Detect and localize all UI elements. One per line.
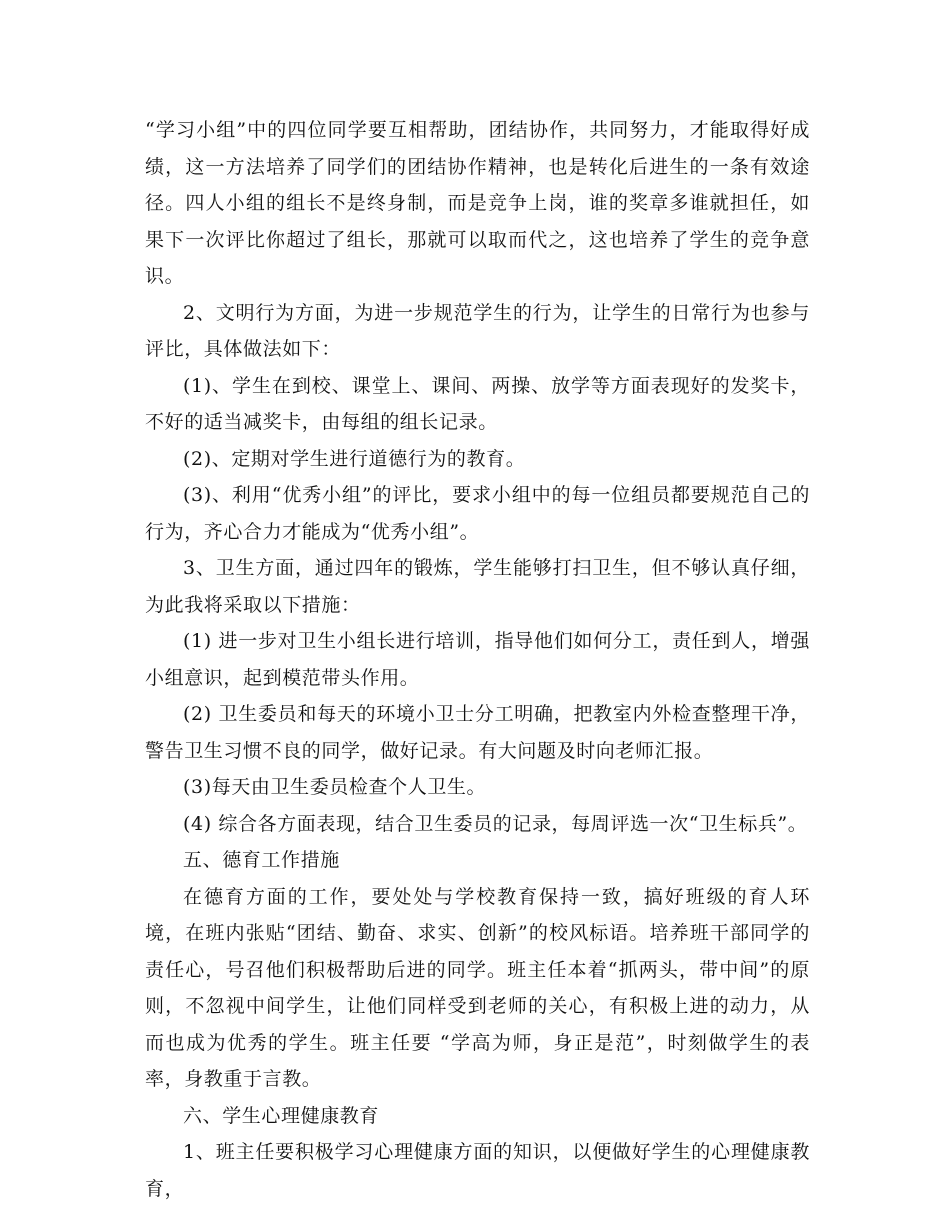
- paragraph-mental-health-1: 1、班主任要积极学习心理健康方面的知识，以便做好学生的心理健康教育，: [145, 1141, 810, 1200]
- document-body: [145, 112, 810, 1207]
- list-item-hygiene-4: (4) 综合各方面表现，结合卫生委员的记录，每周评选一次“卫生标兵”。: [183, 812, 808, 835]
- list-item-hygiene-1: (1) 进一步对卫生小组长进行培训，指导他们如何分工，责任到人，增强小组意识，起到模范带头作用。: [145, 630, 810, 689]
- paragraph-study-group: “学习小组”中的四位同学要互相帮助，团结协作，共同努力，才能取得好成绩，这一方法培养了同学们的团结协作精神，也是转化后进生的一条有效途径。四人小组的组长不是终身制，而是竞争上岗，谁的奖章多谁就担任，如果下一次评比你超过了组长，那就可以取而代之，这也培养了学生的竞争意识。: [145, 119, 810, 287]
- section-heading-mental-health: 六、学生心理健康教育: [183, 1104, 380, 1127]
- list-item-behavior-1: (1)、学生在到校、课堂上、课间、两操、放学等方面表现好的发奖卡，不好的适当减奖卡，由每组的组长记录。: [145, 374, 810, 433]
- list-item-hygiene-3: (3)每天由卫生委员检查个人卫生。: [183, 776, 487, 798]
- paragraph-hygiene: 3、卫生方面，通过四年的锻炼，学生能够打扫卫生，但不够认真仔细，为此我将采取以下措施：: [145, 557, 810, 616]
- list-item-hygiene-2: (2) 卫生委员和每天的环境小卫士分工明确，把教室内外检查整理干净，警告卫生习惯不良的同学，做好记录。有大问题及时向老师汇报。: [145, 703, 810, 762]
- paragraph-moral-education: 在德育方面的工作，要处处与学校教育保持一致，搞好班级的育人环境，在班内张贴“团结、勤奋、求实、创新”的校风标语。培养班干部同学的责任心，号召他们积极帮助后进的同学。班主任本着“抓两头，带中间”的原则，不忽视中间学生，让他们同样受到老师的关心，有积极上进的动力，从而也成为优秀的学生。班主任要 “学高为师，身正是范”，时刻做学生的表率，身教重于言教。: [145, 885, 810, 1090]
- section-heading-moral-education: 五、德育工作措施: [183, 849, 340, 871]
- paragraph-civilized-behavior: 2、文明行为方面，为进一步规范学生的行为，让学生的日常行为也参与评比，具体做法如下：: [145, 301, 810, 360]
- list-item-behavior-3: (3)、利用“优秀小组”的评比，要求小组中的每一位组员都要规范自己的行为，齐心合力才能成为“优秀小组”。: [145, 484, 810, 543]
- list-item-behavior-2: (2)、定期对学生进行道德行为的教育。: [183, 447, 526, 470]
